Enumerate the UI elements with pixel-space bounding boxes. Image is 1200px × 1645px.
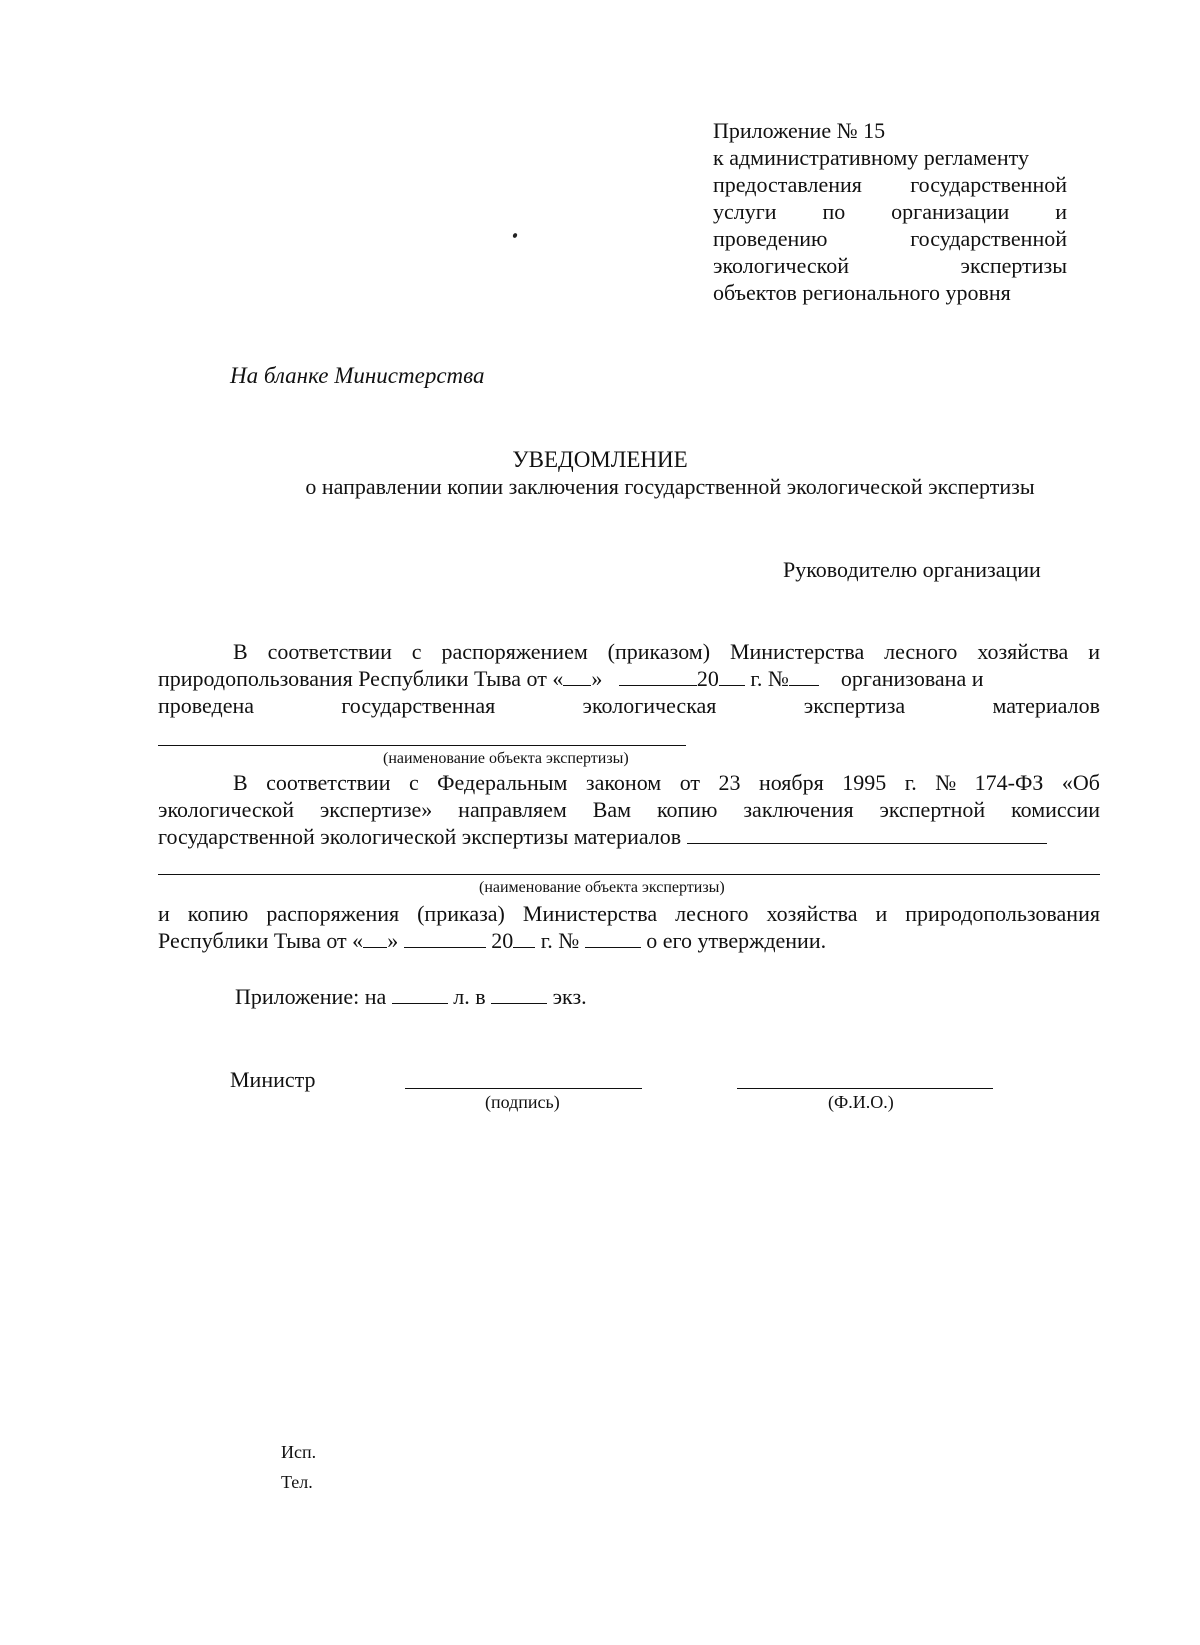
phone-label: Тел.	[281, 1472, 313, 1492]
blank-month	[619, 667, 697, 686]
blank-day	[363, 929, 387, 948]
paragraph-line: государственной экологической экспертизы материалов	[158, 823, 1100, 850]
paragraph-line: В соответствии с Федеральным законом от 23 ноября 1995 г. № 174-ФЗ «Об	[233, 770, 1100, 795]
letterhead-note: На бланке Министерства	[230, 363, 485, 388]
minister-label: Министр	[230, 1067, 316, 1092]
addressee: Руководителю организации	[783, 557, 1041, 582]
blank-object-line	[158, 745, 686, 746]
blank-number	[789, 667, 819, 686]
blank-materials	[687, 825, 1047, 844]
paragraph-line: проведена государственная экологическая экспертиза материалов	[158, 693, 1100, 718]
document-title: УВЕДОМЛЕНИЕ	[512, 447, 688, 472]
fio-line	[737, 1088, 993, 1089]
paragraph-copy	[158, 900, 1100, 954]
scan-speck	[512, 232, 518, 238]
blank-copies	[491, 985, 547, 1004]
blank-object-line	[158, 874, 1100, 875]
paragraph-order	[158, 638, 1100, 719]
appendix-block	[713, 117, 1067, 306]
document-subtitle: о направлении копии заключения государственной экологической экспертизы	[305, 474, 1035, 499]
attachment-line: Приложение: на л. в экз.	[235, 984, 587, 1009]
blank-sheets	[392, 985, 448, 1004]
paragraph-line: Республики Тыва от « » 20 г. № о его утверждении.	[158, 928, 827, 953]
blank-month	[404, 929, 486, 948]
paragraph-law	[158, 769, 1100, 850]
appendix-line: проведению государственной	[713, 226, 1067, 251]
performer-label: Исп.	[281, 1442, 317, 1462]
appendix-line: предоставления государственной	[713, 172, 1067, 197]
paragraph-line: природопользования Республики Тыва от « » 20 г. № организована и	[158, 666, 984, 691]
paragraph-line: экологической экспертизе» направляем Вам копию заключения экспертной комиссии	[158, 797, 1100, 822]
fio-caption: (Ф.И.О.)	[828, 1092, 894, 1112]
blank-year	[513, 929, 535, 948]
paragraph-line: В соответствии с распоряжением (приказом) Министерства лесного хозяйства и	[233, 639, 1100, 664]
caption-object-name: (наименование объекта экспертизы)	[383, 750, 629, 767]
appendix-line: экологической экспертизы	[713, 253, 1067, 278]
appendix-line: к административному регламенту	[713, 145, 1029, 170]
signature-caption: (подпись)	[485, 1092, 560, 1112]
paragraph-line: и копию распоряжения (приказа) Министерства лесного хозяйства и природопользования	[158, 901, 1100, 926]
signature-line	[405, 1088, 642, 1089]
appendix-line: объектов регионального уровня	[713, 280, 1011, 305]
blank-year	[719, 667, 745, 686]
blank-number	[585, 929, 641, 948]
appendix-line: услуги по организации и	[713, 199, 1067, 224]
caption-object-name: (наименование объекта экспертизы)	[479, 879, 725, 896]
appendix-number: Приложение № 15	[713, 118, 886, 143]
blank-day	[563, 667, 591, 686]
